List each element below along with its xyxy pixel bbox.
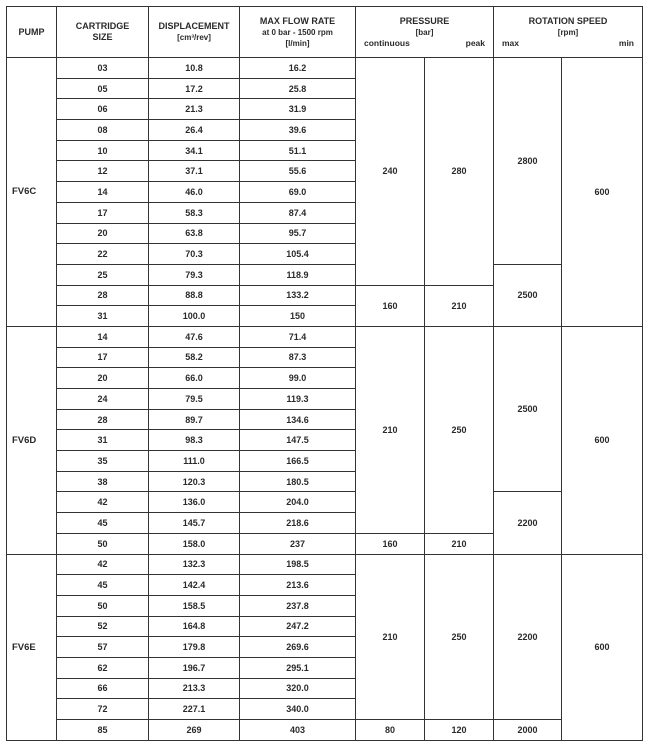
- displacement-value: 132.3: [149, 554, 240, 575]
- displacement-value: 37.1: [149, 161, 240, 182]
- cartridge-size: 31: [57, 430, 149, 451]
- max-flow-value: 51.1: [240, 140, 356, 161]
- max-flow-value: 119.3: [240, 389, 356, 410]
- max-flow-value: 180.5: [240, 471, 356, 492]
- header-pressure-peak: peak: [465, 37, 485, 48]
- pressure-continuous: 210: [356, 554, 425, 720]
- max-flow-value: 118.9: [240, 264, 356, 285]
- displacement-value: 120.3: [149, 471, 240, 492]
- max-flow-value: 133.2: [240, 285, 356, 306]
- displacement-value: 227.1: [149, 699, 240, 720]
- pressure-peak: 250: [425, 554, 494, 720]
- cartridge-size: 35: [57, 451, 149, 472]
- table-row: [7, 58, 643, 79]
- cartridge-size: 66: [57, 678, 149, 699]
- pump-model: FV6E: [7, 554, 57, 740]
- pressure-peak: 280: [425, 58, 494, 286]
- max-flow-value: 320.0: [240, 678, 356, 699]
- max-flow-value: 31.9: [240, 99, 356, 120]
- displacement-value: 58.2: [149, 347, 240, 368]
- max-flow-value: 87.3: [240, 347, 356, 368]
- max-flow-value: 237.8: [240, 595, 356, 616]
- max-flow-value: 134.6: [240, 409, 356, 430]
- displacement-value: 58.3: [149, 202, 240, 223]
- cartridge-size: 62: [57, 657, 149, 678]
- max-flow-value: 204.0: [240, 492, 356, 513]
- displacement-value: 142.4: [149, 575, 240, 596]
- cartridge-size: 17: [57, 202, 149, 223]
- displacement-value: 34.1: [149, 140, 240, 161]
- displacement-value: 63.8: [149, 223, 240, 244]
- displacement-value: 21.3: [149, 99, 240, 120]
- cartridge-size: 50: [57, 595, 149, 616]
- pump-model: FV6D: [7, 326, 57, 554]
- pressure-peak: 210: [425, 533, 494, 554]
- pressure-continuous: 160: [356, 533, 425, 554]
- displacement-value: 70.3: [149, 244, 240, 265]
- displacement-value: 66.0: [149, 368, 240, 389]
- displacement-value: 158.5: [149, 595, 240, 616]
- cartridge-size: 14: [57, 182, 149, 203]
- cartridge-size: 06: [57, 99, 149, 120]
- rotation-max: 2800: [494, 58, 562, 265]
- rotation-max: 2200: [494, 554, 562, 720]
- cartridge-size: 20: [57, 223, 149, 244]
- pump-model: FV6C: [7, 58, 57, 327]
- max-flow-value: 87.4: [240, 202, 356, 223]
- displacement-value: 111.0: [149, 451, 240, 472]
- max-flow-value: 39.6: [240, 120, 356, 141]
- max-flow-value: 198.5: [240, 554, 356, 575]
- table-row: [7, 554, 643, 575]
- pressure-continuous: 80: [356, 720, 425, 741]
- table-row: [7, 264, 643, 285]
- max-flow-value: 99.0: [240, 368, 356, 389]
- pressure-peak: 120: [425, 720, 494, 741]
- displacement-value: 164.8: [149, 616, 240, 637]
- cartridge-size: 45: [57, 513, 149, 534]
- cartridge-size: 28: [57, 409, 149, 430]
- cartridge-size: 38: [57, 471, 149, 492]
- cartridge-size: 25: [57, 264, 149, 285]
- cartridge-size: 52: [57, 616, 149, 637]
- displacement-value: 213.3: [149, 678, 240, 699]
- pressure-continuous: 210: [356, 326, 425, 533]
- table-header: [7, 7, 643, 58]
- max-flow-value: 55.6: [240, 161, 356, 182]
- max-flow-value: 71.4: [240, 326, 356, 347]
- header-displacement: DISPLACEMENT [cm³/rev]: [149, 7, 240, 58]
- cartridge-size: 17: [57, 347, 149, 368]
- cartridge-size: 42: [57, 492, 149, 513]
- header-pressure: PRESSURE [bar] continuous peak: [356, 7, 494, 58]
- header-pump: PUMP: [7, 7, 57, 58]
- cartridge-size: 08: [57, 120, 149, 141]
- max-flow-value: 69.0: [240, 182, 356, 203]
- cartridge-size: 57: [57, 637, 149, 658]
- header-max-flow-rate: MAX FLOW RATE at 0 bar - 1500 rpm [l/min]: [240, 7, 356, 58]
- pressure-peak: 210: [425, 285, 494, 326]
- displacement-value: 47.6: [149, 326, 240, 347]
- cartridge-size: 85: [57, 720, 149, 741]
- pressure-peak: 250: [425, 326, 494, 533]
- pressure-continuous: 240: [356, 58, 425, 286]
- max-flow-value: 105.4: [240, 244, 356, 265]
- max-flow-value: 218.6: [240, 513, 356, 534]
- cartridge-size: 10: [57, 140, 149, 161]
- cartridge-size: 31: [57, 306, 149, 327]
- displacement-value: 136.0: [149, 492, 240, 513]
- cartridge-size: 24: [57, 389, 149, 410]
- table-body: [7, 58, 643, 741]
- cartridge-size: 03: [57, 58, 149, 79]
- displacement-value: 89.7: [149, 409, 240, 430]
- max-flow-value: 237: [240, 533, 356, 554]
- cartridge-size: 05: [57, 78, 149, 99]
- rotation-max: 2500: [494, 264, 562, 326]
- max-flow-value: 403: [240, 720, 356, 741]
- max-flow-value: 247.2: [240, 616, 356, 637]
- max-flow-value: 16.2: [240, 58, 356, 79]
- table-row: [7, 326, 643, 347]
- cartridge-size: 14: [57, 326, 149, 347]
- displacement-value: 46.0: [149, 182, 240, 203]
- displacement-value: 158.0: [149, 533, 240, 554]
- cartridge-size: 20: [57, 368, 149, 389]
- max-flow-value: 166.5: [240, 451, 356, 472]
- header-pressure-continuous: continuous: [364, 37, 410, 48]
- cartridge-size: 12: [57, 161, 149, 182]
- max-flow-value: 213.6: [240, 575, 356, 596]
- max-flow-value: 150: [240, 306, 356, 327]
- displacement-value: 269: [149, 720, 240, 741]
- cartridge-size: 50: [57, 533, 149, 554]
- cartridge-size: 28: [57, 285, 149, 306]
- displacement-value: 98.3: [149, 430, 240, 451]
- rotation-max: 2000: [494, 720, 562, 741]
- pressure-continuous: 160: [356, 285, 425, 326]
- displacement-value: 79.3: [149, 264, 240, 285]
- displacement-value: 88.8: [149, 285, 240, 306]
- max-flow-value: 269.6: [240, 637, 356, 658]
- displacement-value: 79.5: [149, 389, 240, 410]
- displacement-value: 26.4: [149, 120, 240, 141]
- max-flow-value: 95.7: [240, 223, 356, 244]
- pump-spec-table: [6, 6, 643, 741]
- cartridge-size: 72: [57, 699, 149, 720]
- rotation-min: 600: [562, 554, 643, 740]
- rotation-min: 600: [562, 58, 643, 327]
- max-flow-value: 25.8: [240, 78, 356, 99]
- displacement-value: 179.8: [149, 637, 240, 658]
- cartridge-size: 22: [57, 244, 149, 265]
- max-flow-value: 147.5: [240, 430, 356, 451]
- displacement-value: 196.7: [149, 657, 240, 678]
- table-row: [7, 492, 643, 513]
- cartridge-size: 42: [57, 554, 149, 575]
- max-flow-value: 340.0: [240, 699, 356, 720]
- displacement-value: 145.7: [149, 513, 240, 534]
- rotation-max: 2200: [494, 492, 562, 554]
- header-cartridge-size: CARTRIDGE SIZE: [57, 7, 149, 58]
- displacement-value: 17.2: [149, 78, 240, 99]
- cartridge-size: 45: [57, 575, 149, 596]
- header-rotation-min: min: [618, 37, 635, 48]
- displacement-value: 10.8: [149, 58, 240, 79]
- header-rotation-speed: ROTATION SPEED [rpm] max min: [494, 7, 643, 58]
- table-row: [7, 720, 643, 741]
- header-rotation-max: max: [502, 37, 520, 48]
- max-flow-value: 295.1: [240, 657, 356, 678]
- displacement-value: 100.0: [149, 306, 240, 327]
- rotation-max: 2500: [494, 326, 562, 492]
- rotation-min: 600: [562, 326, 643, 554]
